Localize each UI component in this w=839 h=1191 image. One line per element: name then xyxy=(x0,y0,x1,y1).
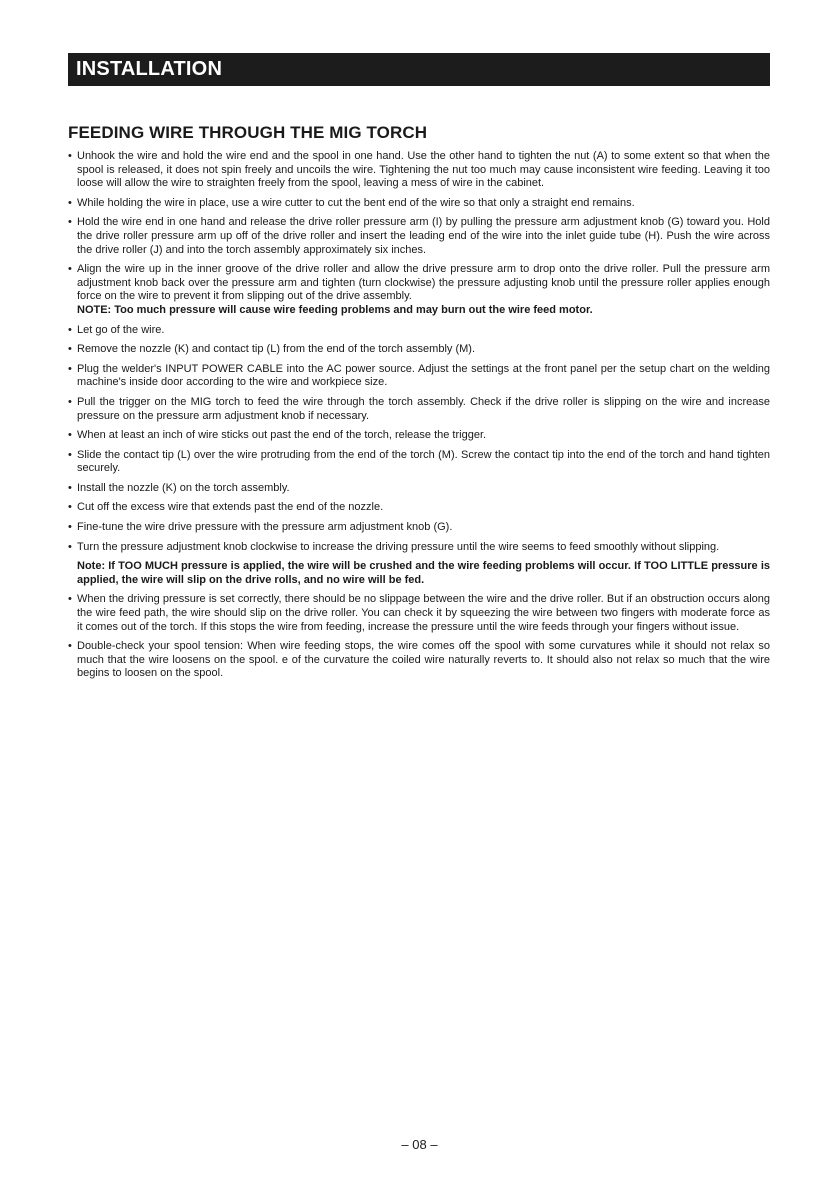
bullet-icon: • xyxy=(68,263,72,276)
list-item xyxy=(68,197,770,211)
list-item-text: When the driving pressure is set correctly, there should be no slippage between the wire and the drive roller. But if an obstruction occurs along the wire feed path, the wire should slip on the drive roller. You can check it by squeezing the wire between two fingers with moderate force as it comes out of the torch. If this stops the wire from feeding, increase the pressure until the wire feeds through your fingers without issue. xyxy=(77,593,770,633)
list-item-text: Cut off the excess wire that extends past the end of the nozzle. xyxy=(77,501,384,514)
list-item xyxy=(68,521,770,535)
banner-title: INSTALLATION xyxy=(76,58,223,80)
list-item xyxy=(68,263,770,304)
list-item xyxy=(68,324,770,338)
bullet-icon: • xyxy=(68,362,72,375)
list-item xyxy=(68,593,770,634)
bullet-icon: • xyxy=(68,395,72,408)
list-item xyxy=(68,396,770,423)
list-item-text: Turn the pressure adjustment knob clockwise to increase the driving pressure until the wire seems to feed smoothly without slipping. xyxy=(77,540,720,553)
bullet-icon: • xyxy=(68,593,72,606)
bullet-icon: • xyxy=(68,216,72,229)
list-item xyxy=(68,429,770,443)
list-item xyxy=(68,482,770,496)
list-item-text: Install the nozzle (K) on the torch assembly. xyxy=(77,481,290,494)
list-item xyxy=(68,343,770,357)
list-item xyxy=(68,501,770,515)
list-item-text: Hold the wire end in one hand and release the drive roller pressure arm (I) by pulling the pressure arm adjustment knob (G) toward you. Hold the drive roller pressure arm up off of the drive roller and insert the leading end of the wire into the inlet guide tube (H). Push the wire across the drive roller (J) and into the torch assembly approximately six inches. xyxy=(77,216,770,256)
list-item-text: Double-check your spool tension: When wire feeding stops, the wire comes off the spool with some curvatures while it should not relax so much that the wire loosens on the spool. e of the curvature the coiled wire naturally reverts to. It should also not relax so much that the wire begins to loosen on the spool. xyxy=(77,640,770,680)
list-item-text: Pull the trigger on the MIG torch to feed the wire through the torch assembly. Check if the drive roller is slipping on the wire and increase pressure on the pressure arm adjustment knob if necessary. xyxy=(77,395,770,422)
list-item-text: Remove the nozzle (K) and contact tip (L) from the end of the torch assembly (M). xyxy=(77,343,476,356)
list-item xyxy=(68,449,770,476)
page-number: – 08 – xyxy=(401,1137,438,1152)
list-item-text: Slide the contact tip (L) over the wire protruding from the end of the torch (M). Screw the contact tip into the end of the torch and hand tighten securely. xyxy=(77,448,770,475)
bullet-icon: • xyxy=(68,640,72,653)
list-item-text: When at least an inch of wire sticks out past the end of the torch, release the trigger. xyxy=(77,429,487,442)
instruction-list xyxy=(68,150,770,687)
bullet-icon: • xyxy=(68,323,72,336)
section-heading: FEEDING WIRE THROUGH THE MIG TORCH xyxy=(68,123,428,142)
note-pressure: Note: If TOO MUCH pressure is applied, the wire will be crushed and the wire feeding problems will occur. If TOO LITTLE pressure is applied, the wire will slip on the drive rolls, and no wire will be fed. xyxy=(77,560,770,586)
bullet-icon: • xyxy=(68,429,72,442)
list-item xyxy=(68,541,770,555)
bullet-icon: • xyxy=(68,521,72,534)
list-item-text: Fine-tune the wire drive pressure with the pressure arm adjustment knob (G). xyxy=(77,521,453,534)
list-item-text: Align the wire up in the inner groove of the drive roller and allow the drive pressure arm to drop onto the drive roller. Pull the pressure arm adjustment knob back over the pressure arm and tighten (turn clockwise) the pressure adjusting knob until the pressure roller applies enough force on the wire to prevent it from slipping out of the drive assembly. xyxy=(77,263,770,303)
list-item-text: Unhook the wire and hold the wire end and the spool in one hand. Use the other hand to tighten the nut (A) to some extent so that when the spool is released, it does not spin freely and uncoils the wire. Tightening the nut too much may cause inconsistent wire feeding. Leaving it too loose will allow the wire to straighten freely from the spool, leaving a mess of wire in the cabinet. xyxy=(77,150,770,190)
list-item-text: Plug the welder's INPUT POWER CABLE into the AC power source. Adjust the settings at the front panel per the setup chart on the welding machine's inside door according to the wire and workpiece size. xyxy=(77,362,770,389)
bullet-icon: • xyxy=(68,540,72,553)
bullet-icon: • xyxy=(68,501,72,514)
bullet-icon: • xyxy=(68,448,72,461)
list-item xyxy=(68,150,770,191)
list-item xyxy=(68,363,770,390)
bullet-icon: • xyxy=(68,196,72,209)
section-banner xyxy=(68,53,770,86)
bullet-icon: • xyxy=(68,481,72,494)
note-motor: NOTE: Too much pressure will cause wire feeding problems and may burn out the wire feed motor. xyxy=(77,303,593,316)
list-item xyxy=(68,640,770,681)
list-item xyxy=(68,216,770,257)
list-item-text: While holding the wire in place, use a wire cutter to cut the bent end of the wire so that only a straight end remains. xyxy=(77,196,635,209)
bullet-icon: • xyxy=(68,343,72,356)
list-item-text: Let go of the wire. xyxy=(77,323,165,336)
bullet-icon: • xyxy=(68,150,72,162)
